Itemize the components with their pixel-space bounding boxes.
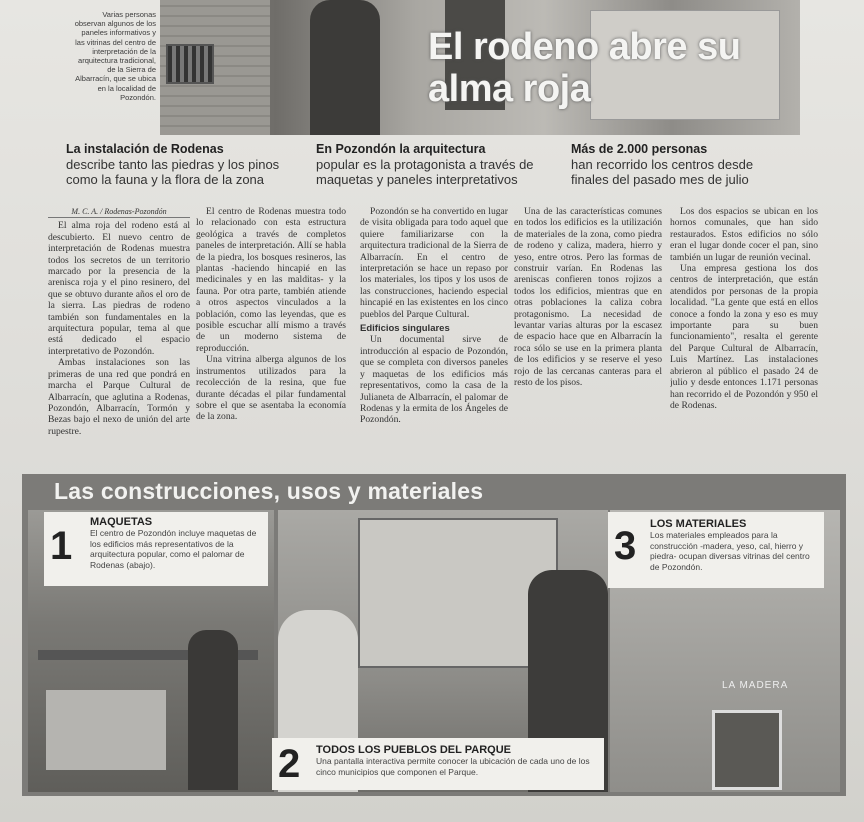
callout-title: TODOS LOS PUEBLOS DEL PARQUE <box>316 744 511 756</box>
byline: M. C. A. / Rodenas-Pozondón <box>48 206 190 218</box>
display-case <box>712 710 782 790</box>
callout-box <box>608 512 824 588</box>
callout-title: MAQUETAS <box>90 516 153 528</box>
visitor-figure <box>188 630 238 790</box>
window-grille <box>166 44 214 84</box>
callout-box <box>44 512 268 586</box>
article-column <box>360 206 508 468</box>
highlight <box>66 142 306 187</box>
headline: El rodeno abre su alma roja <box>428 26 741 110</box>
highlight-text: han recorrido los centros desde finales del pasado mes de julio <box>571 157 754 187</box>
feature-panel <box>22 474 846 796</box>
callout-text: El centro de Pozondón incluye maquetas de los edificios más representativos de la arquitectura popular, como el palomar de Rodenas (abajo). <box>90 528 257 570</box>
display-sign: LA MADERA <box>722 680 789 691</box>
callout-number: 2 <box>278 742 301 786</box>
highlight <box>571 142 786 187</box>
feature-title: Las construcciones, usos y materiales <box>54 478 484 504</box>
callout-number: 3 <box>614 524 637 568</box>
highlight <box>316 142 561 187</box>
highlight-title: En Pozondón la arquitectura <box>316 142 486 156</box>
callout-title: LOS MATERIALES <box>650 518 747 530</box>
callout-number: 1 <box>50 524 73 568</box>
highlight-title: La instalación de Rodenas <box>66 142 224 156</box>
paragraph: Una de las características comunes en todos los edificios es la utilización de materiales de la zona, como piedra de rodeno y caliza, madera, hierro y yeso, entre otros. Pero las formas de construir varían. En Rodenas las areniscas confieren tonos rojizos a todos los edificios, mientras que en otras poblaciones la caliza cobra protagonismo. La necesidad de levantar varias alturas por la escasez de espacio hace que en Albarracín la roca sólo se use en la primera planta de los edificios y se reserve el yeso rojo de las cercanas canteras para el resto de los pisos. <box>514 206 662 389</box>
scale-model <box>46 690 166 770</box>
paragraph: Pozondón se ha convertido en lugar de visita obligada para todo aquel que quiere familiarizarse con la arquitectura tradicional de la Sierra de Albarracín. En el centro de interpretación se hace un repaso por los materiales, los tipos y los usos de las construcciones, haciendo especial hincapié en las existentes en los cinco pueblos del Parque Cultural. <box>360 206 508 320</box>
callout-text: Una pantalla interactiva permite conocer la ubicación de cada uno de los cinco municipios que componen el Parque. <box>316 756 590 777</box>
article-column <box>514 206 662 468</box>
article-column <box>196 206 346 468</box>
photo-caption: Varias personas observan algunos de los paneles informativos y las vitrinas del centro de interpretación de la arquitectura tradicional, de la Sierra de Albarracín, que se ubica en la localidad de Pozondón. <box>74 10 156 102</box>
highlight-text: describe tanto las piedras y los pinos como la fauna y la flora de la zona <box>66 157 280 187</box>
paragraph: Una empresa gestiona los dos centros de interpretación, que están atendidos por personas de la propia localidad. "La gente que está en ellos conoce a fondo la zona y eso es muy importante para su buen funcionamiento", resalta el gerente del Parque Cultural de Albarracín, Luis Martínez. Las instalaciones abrieron al público el pasado 24 de julio y desde entonces 1.171 personas han recorrido el de Pozondón y 950 el de Rodenas. <box>670 263 818 411</box>
visitor-figure <box>310 0 380 135</box>
article-column <box>670 206 818 468</box>
subhead: Edificios singulares <box>360 323 450 335</box>
paragraph: El centro de Rodenas muestra todo lo relacionado con esta estructura geológica a través de completos paneles de interpretación. Allí se habla de la piedra, los bosques resineros, las plantas -haciendo hincapié en las medicinales y en las malditas- y la fauna. Por otra parte, también atiende a otros aspectos vinculados a la población, como las leyendas, que es posible escuchar allí mismo a través de un moderno sistema de reproducción. <box>196 206 346 354</box>
callout-text: Los materiales empleados para la construcción -madera, yeso, cal, hierro y piedra- ocupan diversas vitrinas del centro de Pozondón. <box>650 530 810 572</box>
paragraph: Un documental sirve de introducción al espacio de Pozondón, que se completa con diversos paneles y maquetas de los edificios más representativos, como la casa de la Julianeta de Albarracín, el palomar de Rodenas y la ermita de los Ángeles de Pozondón. <box>360 334 508 426</box>
paragraph: El alma roja del rodeno está al descubierto. El nuevo centro de interpretación de Rodenas muestra todos los secretos de un territorio marcado por la presencia de la arenisca roja y el pino resinero, del que se obtuvo durante años el oro de la sierra. Las piedras de rodeno también son fundamentales en la arquitectura popular, tema al que está dedicado el espacio interpretativo de Pozondón. <box>48 220 190 357</box>
highlight-text: popular es la protagonista a través de maquetas y paneles interpretativos <box>316 157 534 187</box>
article-column <box>48 206 190 468</box>
highlight-title: Más de 2.000 personas <box>571 142 708 156</box>
paragraph: Los dos espacios se ubican en los hornos comunales, que han sido restaurados. Estos edificios no sólo eran el lugar donde cocer el pan, sino también un lugar de reunión vecinal. <box>670 206 818 263</box>
article-body <box>48 206 818 468</box>
highlights-row <box>66 142 786 188</box>
paragraph: Ambas instalaciones son las primeras de una red que pondrá en marcha el Parque Cultural de Albarracín, que aglutina a Rodenas, Pozondón, Albarracín, Tormón y Bezas bajo el nexo de unión del arte rupestre. <box>48 357 190 437</box>
paragraph: Una vitrina alberga algunos de los instrumentos utilizados para la recolección de la resina, que fue durante décadas el pilar fundamental sobre el que se asentaba la economía de la zona. <box>196 354 346 423</box>
callout-box <box>272 738 604 790</box>
